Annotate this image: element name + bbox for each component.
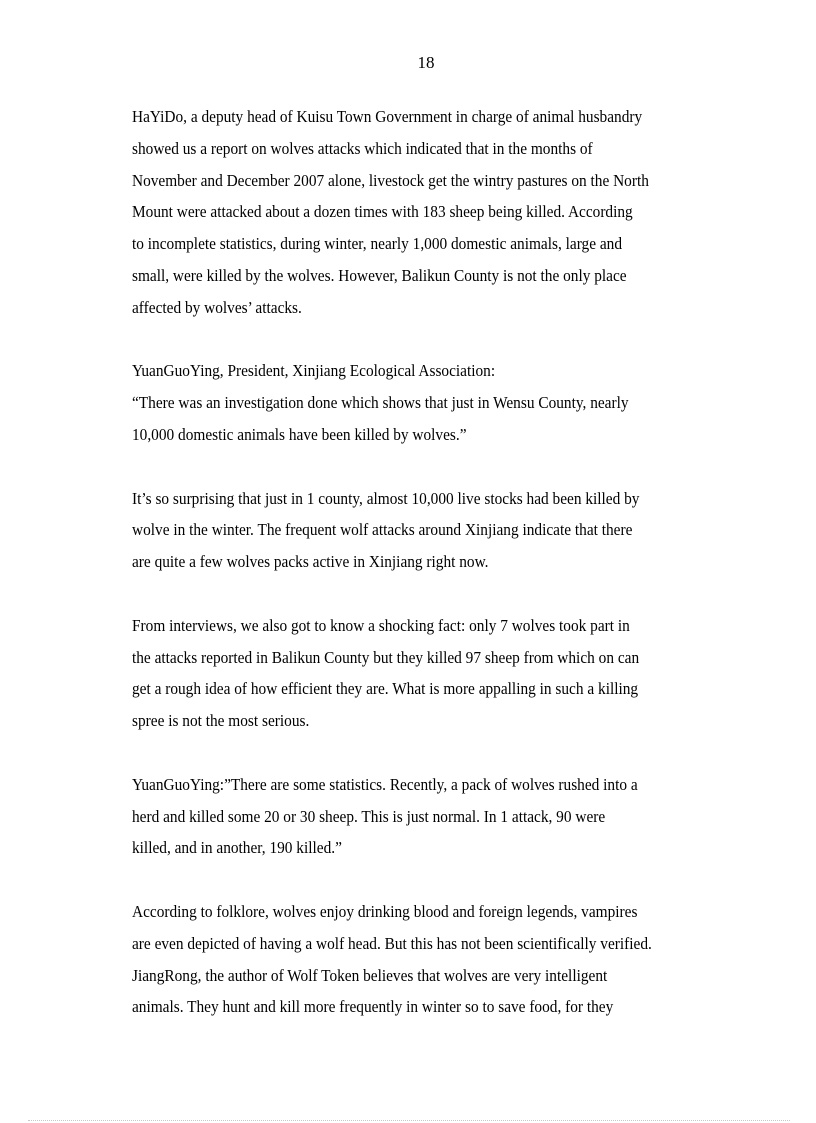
text-line: killed, and in another, 190 killed.” [132, 838, 342, 858]
text-line: get a rough idea of how efficient they are. What is more appalling in such a killing [132, 679, 639, 699]
text-line: 10,000 domestic animals have been killed by wolves.” [132, 424, 467, 444]
text-line: According to folklore, wolves enjoy drinking blood and foreign legends, vampires [132, 901, 638, 921]
text-line: animals. They hunt and kill more frequently in winter so to save food, for they [132, 997, 614, 1017]
text-line: spree is not the most serious. [132, 711, 310, 731]
page-number: 18 [417, 53, 435, 72]
paragraph-gap [132, 737, 732, 769]
text-line: wolve in the winter. The frequent wolf attacks around Xinjiang indicate that there [132, 520, 633, 540]
paragraph [132, 101, 732, 324]
paragraph-gap [132, 864, 732, 896]
text-line: small, were killed by the wolves. However, Balikun County is not the only place [132, 265, 627, 285]
text-line: showed us a report on wolves attacks which indicated that in the months of [132, 138, 593, 158]
body-text [132, 101, 732, 1023]
text-line: the attacks reported in Balikun County but they killed 97 sheep from which on can [132, 647, 640, 667]
paragraph [132, 355, 732, 450]
text-line: to incomplete statistics, during winter, nearly 1,000 domestic animals, large and [132, 234, 623, 254]
paragraph-gap [132, 451, 732, 483]
text-line: JiangRong, the author of Wolf Token believes that wolves are very intelligent [132, 965, 608, 985]
text-line: Mount were attacked about a dozen times with 183 sheep being killed. According [132, 202, 633, 222]
text-line: November and December 2007 alone, livestock get the wintry pastures on the North [132, 170, 649, 190]
paragraph [132, 896, 732, 1023]
text-line: HaYiDo, a deputy head of Kuisu Town Government in charge of animal husbandry [132, 107, 643, 126]
page-bottom-divider [28, 1120, 790, 1121]
paragraph-gap [132, 578, 732, 610]
text-line: From interviews, we also got to know a shocking fact: only 7 wolves took part in [132, 615, 630, 635]
paragraph-gap [132, 324, 732, 356]
text-line: It’s so surprising that just in 1 county, almost 10,000 live stocks had been killed by [132, 488, 640, 508]
text-line: are quite a few wolves packs active in Xinjiang right now. [132, 552, 489, 572]
paragraph [132, 769, 732, 864]
text-line: herd and killed some 20 or 30 sheep. This is just normal. In 1 attack, 90 were [132, 806, 606, 826]
paragraph [132, 610, 732, 737]
text-line: YuanGuoYing:”There are some statistics. Recently, a pack of wolves rushed into a [132, 774, 638, 794]
text-line: are even depicted of having a wolf head. But this has not been scientifically verified. [132, 933, 652, 953]
text-line: affected by wolves’ attacks. [132, 297, 302, 317]
text-line: YuanGuoYing, President, Xinjiang Ecological Association: [132, 361, 496, 381]
text-line: “There was an investigation done which shows that just in Wensu County, nearly [132, 393, 629, 413]
paragraph [132, 483, 732, 578]
